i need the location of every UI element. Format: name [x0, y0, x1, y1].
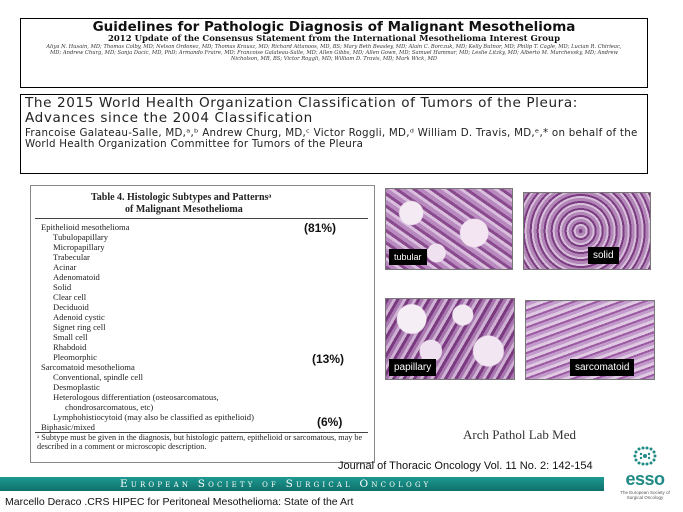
esso-logo-mark-icon [612, 445, 678, 469]
guidelines-subtitle: 2012 Update of the Consensus Statement from the International Mesothelioma Interest Group [107, 34, 561, 44]
esso-logo [612, 445, 678, 507]
tubular-histology-image [385, 188, 513, 270]
papillary-histology-image [385, 298, 515, 380]
image-label-tubular: tubular [389, 249, 427, 265]
table-row: Sarcomatoid mesothelioma [41, 362, 135, 372]
epithelioid-percentage: (81%) [304, 221, 337, 235]
table-row: Micropapillary [53, 242, 105, 252]
table-row: Solid [53, 282, 72, 292]
table-row: Heterologous differentiation (osteosarcomatous, [53, 392, 219, 402]
esso-banner [0, 477, 604, 491]
arch-pathol-citation: Arch Pathol Lab Med [463, 427, 577, 442]
esso-logo-text: esso [625, 469, 665, 489]
table-row: Clear cell [53, 292, 87, 302]
guidelines-authors: Aliya N. Husain, MD; Thomas Colby, MD; Nelson Ordonez, MD; Thomas Krausz, MD; Richard Attanoos, MD, BS; Mary Beth Beasley, MD; Alain C. Borczuk, MD; Kelly Butnor, MD; Philip T. Cagle, MD; Lucian R. Chirieac, MD; Andrew Churg, MD; Sanja Dacic, MD, PhD; Armando Fraire, MD; Francoise Galateau-Salle, MD; Allen Gibbs, MD; Allen Gown, MD; Samuel Hammar, MD; Leslie Litzky, MD; Alberto M. Marchevsky, MD; Andrew Nicholson, MB, BS; Victor Roggli, MD; William D. Travis, MD; Mark Wick, MD [46, 44, 622, 62]
table-top-rule [35, 218, 368, 219]
table-caption: Table 4. Histologic Subtypes and Patternsᵃ of Malignant Mesothelioma [91, 192, 272, 215]
table-row: Trabecular [53, 252, 90, 262]
table-row: Small cell [53, 332, 88, 342]
table-row: Lymphohistiocytoid (may also be classified as epithelioid) [53, 412, 254, 422]
who-title: The 2015 World Health Organization Classification of Tumors of the Pleura: Advances since the 2004 Classification [25, 95, 578, 126]
table-footnote: ᵃ Subtype must be given in the diagnosis, but histologic pattern, epithelioid or sarcomatous, may be described in a comment or microscopic description. [37, 433, 363, 451]
esso-logo-subtext: The European Society of Surgical Oncology [620, 490, 670, 500]
jto-citation: Journal of Thoracic Oncology Vol. 11 No. 2: 142-154 [338, 460, 593, 472]
table-row: Conventional, spindle cell [53, 372, 143, 382]
image-label-papillary: papillary [389, 359, 436, 376]
table-row: Pleomorphic [53, 352, 97, 362]
table-row: Epithelioid mesothelioma [41, 222, 130, 232]
image-label-sarcomatoid: sarcomatoid [570, 359, 634, 376]
image-label-solid: solid [588, 247, 619, 264]
guidelines-header-box [20, 18, 648, 88]
guidelines-title: Guidelines for Pathologic Diagnosis of Malignant Mesothelioma [92, 19, 576, 35]
table-row: Signet ring cell [53, 322, 106, 332]
who-classification-box [20, 94, 648, 174]
table-row: chondrosarcomatous, etc) [65, 402, 154, 412]
sarcomatoid-histology-image [525, 300, 655, 380]
footer-caption: Marcello Deraco .CRS HIPEC for Peritoneal Mesothelioma: State of the Art [5, 496, 354, 508]
table-row: Desmoplastic [53, 382, 100, 392]
table-row: Rhabdoid [53, 342, 87, 352]
table-row: Acinar [53, 262, 77, 272]
table-row: Biphasic/mixed [41, 422, 95, 432]
banner-text: European Society of Surgical Oncology [120, 478, 432, 490]
histologic-subtypes-table [30, 185, 375, 463]
table-row: Adenomatoid [53, 272, 100, 282]
table-row: Tubulopapillary [53, 232, 109, 242]
table-row: Adenoid cystic [53, 312, 105, 322]
who-authors: Francoise Galateau-Salle, MD,ᵃ,ᵇ Andrew Churg, MD,ᶜ Victor Roggli, MD,ᵈ William D. Travis, MD,ᵉ,* on behalf of the World Health Organization Committee for Tumors of the Pleura [25, 127, 638, 150]
biphasic-percentage: (6%) [317, 415, 343, 429]
solid-histology-image [523, 192, 651, 270]
table-row: Deciduoid [53, 302, 89, 312]
sarcomatoid-percentage: (13%) [312, 352, 345, 366]
